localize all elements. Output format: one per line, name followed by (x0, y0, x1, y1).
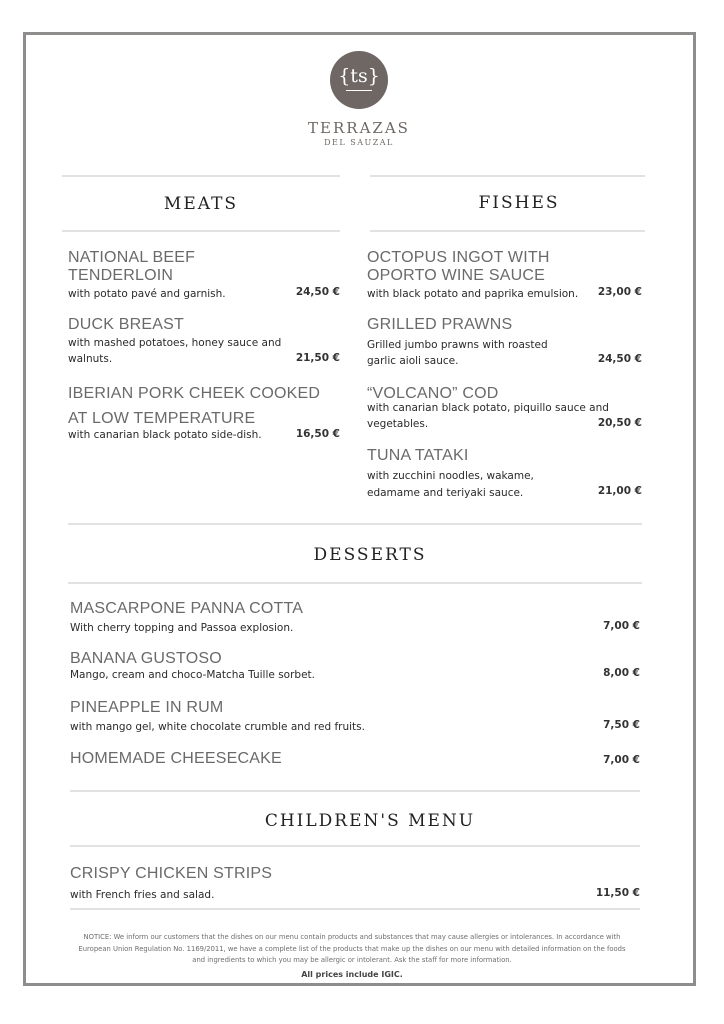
item-name: OPORTO WINE SAUCE (367, 267, 545, 284)
fishes-bottom-rule (370, 230, 645, 232)
item-name: MASCARPONE PANNA COTTA (70, 600, 304, 617)
notice-line: NOTICE: We inform our customers that the dishes on our menu contain products and substances that may cause allergies or intolerances. In accordance with (83, 933, 621, 941)
item-name: CRISPY CHICKEN STRIPS (70, 865, 273, 882)
item-name: TUNA TATAKI (367, 447, 469, 464)
children-top-rule (70, 790, 640, 792)
logo-underline (346, 90, 372, 91)
item-name: GRILLED PRAWNS (367, 316, 513, 333)
item-name: AT LOW TEMPERATURE (68, 410, 256, 427)
item-name: HOMEMADE CHEESECAKE (70, 750, 282, 767)
item-price: 21,50 € (295, 352, 340, 364)
item-name: OCTOPUS INGOT WITH (367, 249, 550, 266)
logo-icon (330, 51, 388, 109)
brand-subname: DEL SAUZAL (324, 138, 394, 147)
fishes-top-rule (370, 175, 645, 177)
item-name: BANANA GUSTOSO (70, 650, 222, 667)
item-description: with zucchini noodles, wakame, (367, 470, 534, 482)
item-price: 7,00 € (603, 754, 640, 766)
item-description: with canarian black potato, piquillo sauce and (367, 402, 609, 414)
fishes-heading: FISHES (478, 193, 560, 213)
item-description: with mashed potatoes, honey sauce and (68, 337, 282, 349)
item-price: 7,00 € (603, 620, 640, 632)
children-bottom-rule (70, 845, 640, 847)
item-price: 16,50 € (295, 428, 340, 440)
brand-name: TERRAZAS (308, 119, 410, 137)
item-price: 8,00 € (603, 667, 640, 679)
logo-text: {ts} (338, 65, 380, 87)
desserts-bottom-rule (68, 582, 642, 584)
item-price: 7,50 € (603, 719, 640, 731)
item-description: with black potato and paprika emulsion. (367, 288, 579, 300)
meats-heading: MEATS (163, 194, 239, 214)
item-name: PINEAPPLE IN RUM (70, 699, 224, 716)
meats-top-rule (62, 175, 340, 177)
item-price: 21,00 € (597, 485, 642, 497)
item-description: With cherry topping and Passoa explosion. (70, 622, 294, 634)
allergen-notice (60, 932, 644, 967)
children-heading: CHILDREN'S MENU (264, 811, 476, 831)
item-name: DUCK BREAST (68, 316, 184, 333)
item-description: with French fries and salad. (70, 889, 215, 901)
item-description: with potato pavé and garnish. (68, 288, 226, 300)
item-description: edamame and teriyaki sauce. (367, 487, 524, 499)
item-price: 23,00 € (597, 286, 642, 298)
meats-bottom-rule (62, 230, 340, 232)
item-price: 24,50 € (597, 353, 642, 365)
igic-note: All prices include IGIC. (301, 970, 403, 979)
item-description: garlic aioli sauce. (367, 355, 459, 367)
item-name: TENDERLOIN (68, 267, 174, 284)
item-name: IBERIAN PORK CHEEK COOKED (68, 385, 321, 402)
item-price: 11,50 € (595, 887, 640, 899)
children-end-rule (70, 908, 640, 910)
item-name: NATIONAL BEEF (68, 249, 196, 266)
item-price: 20,50 € (597, 417, 642, 429)
item-description: vegetables. (367, 418, 429, 430)
item-description: walnuts. (68, 353, 113, 365)
item-name: “VOLCANO” COD (367, 385, 499, 402)
item-description: with mango gel, white chocolate crumble and red fruits. (70, 721, 365, 733)
notice-line: and ingredients to which you may be allergic or intolerant. Ask the staff for more information. (192, 956, 512, 964)
notice-line: European Union Regulation No. 1169/2011, we have a complete list of the products that make up the dishes on our menu with detailed information on the foods (78, 944, 626, 953)
item-description: Grilled jumbo prawns with roasted (367, 339, 548, 351)
item-description: with canarian black potato side-dish. (68, 429, 262, 441)
desserts-top-rule (68, 523, 642, 525)
item-description: Mango, cream and choco-Matcha Tuille sorbet. (70, 669, 315, 681)
desserts-heading: DESSERTS (313, 545, 427, 565)
item-price: 24,50 € (295, 286, 340, 298)
